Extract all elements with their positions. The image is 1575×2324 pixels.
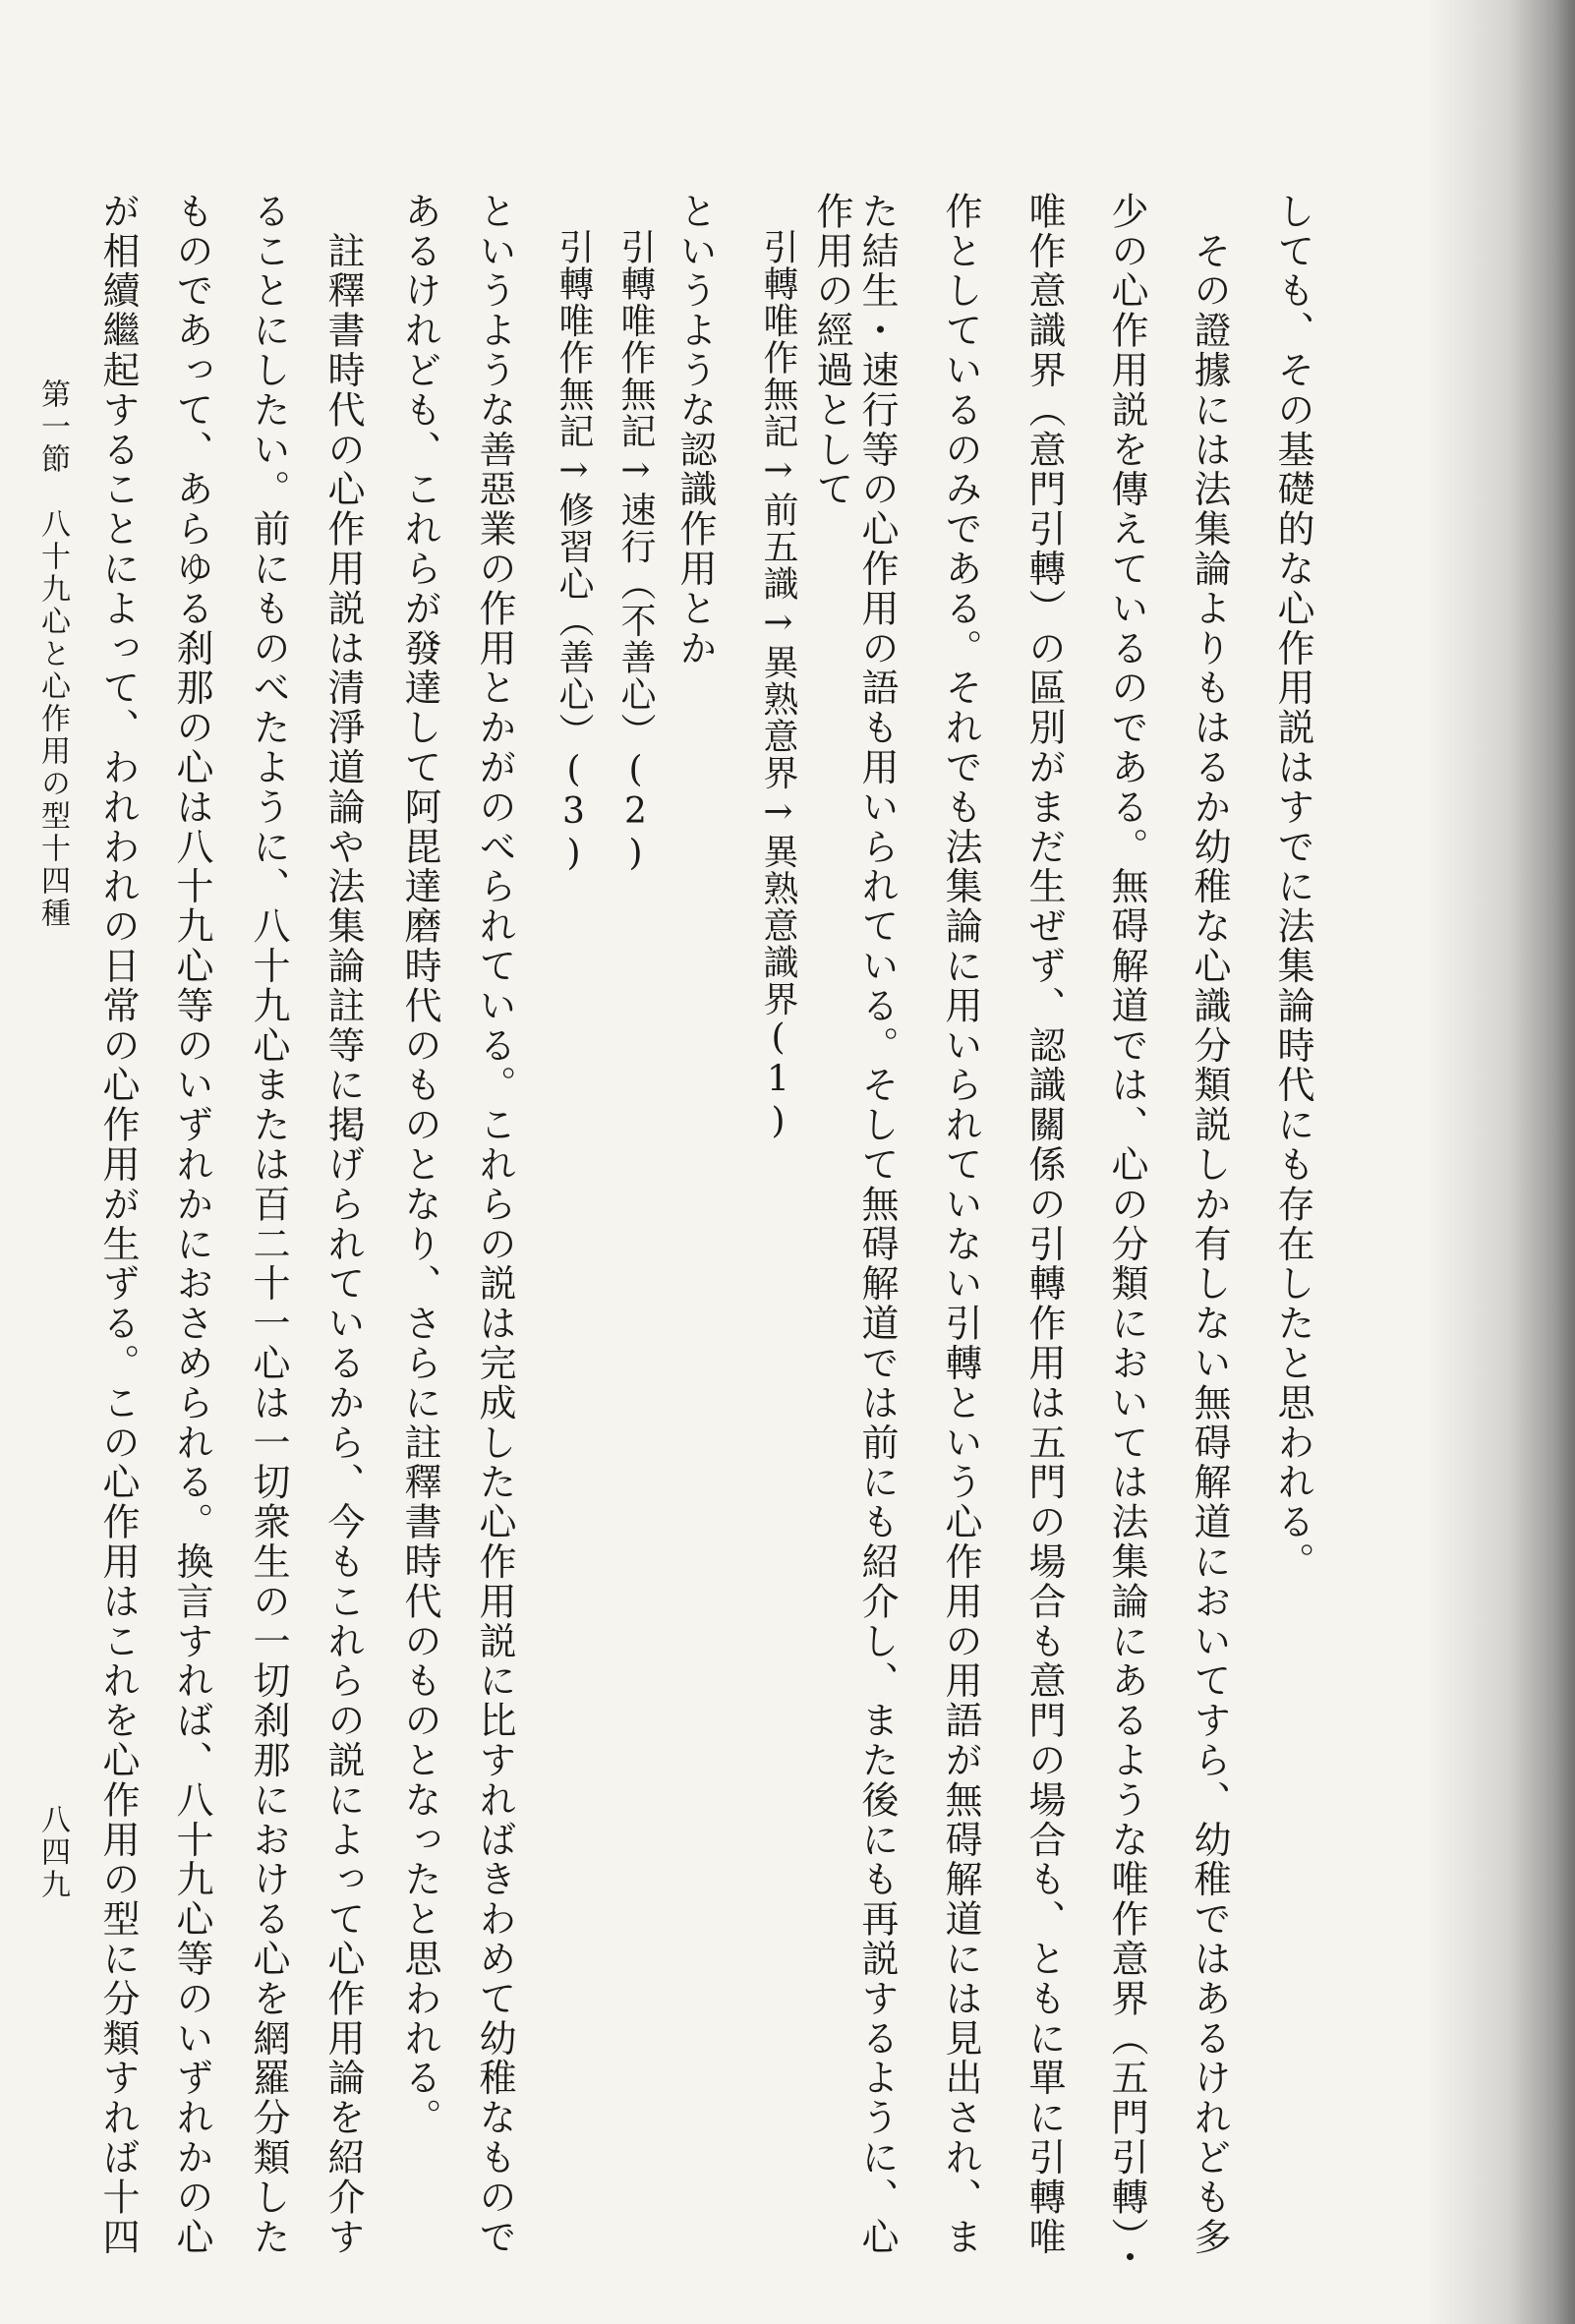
example-line-3: 引轉唯作無記→修習心（善心）(3) [554, 192, 594, 875]
text-column-17: が相續繼起することによって、われわれの日常の心作用が生ずる。この心作用はこれを心作用の型に分類すれば十四 [96, 192, 140, 2257]
text-column-13: あるけれども、これらが發達して阿毘達磨時代のものとなり、さらに註釋書時代のものとなったと思われる。 [398, 192, 441, 2138]
text-column-12: というような善惡業の作用とかがのべられている。これらの説は完成した心作用説に比すればきわめて幼稚なもので [473, 192, 516, 2257]
text-column-15: ることにしたい。前にものべたように、八十九心または百二十一心は一切衆生の一切刹那における心を網羅分類した [247, 192, 290, 2257]
text-column-9: というような認識作用とか [673, 192, 717, 668]
binding-shadow [1428, 0, 1575, 2324]
text-column-14: 註釋書時代の心作用説は清淨道論や法集論註等に掲げられているから、今もこれらの説によって心作用論を紹介す [321, 192, 365, 2257]
running-footer: 第一節 八十九心と心作用の型十四種 [35, 378, 70, 930]
text-column-3: 少の心作用説を傳えているのである。無碍解道では、心の分類においては法集論にあるような唯作意界（五門引轉）・ [1105, 192, 1148, 2279]
example-line-1: 引轉唯作無記→前五識→異熟意界→異熟意識界(1) [758, 192, 798, 1143]
text-column-16: ものであって、あらゆる刹那の心は八十九心等のいずれかにおさめられる。換言すれば、八十九心等のいずれかの心 [170, 192, 213, 2257]
text-column-6: た結生・速行等の心作用の語も用いられている。そして無碍解道では前にも紹介し、また後にも再説するように、心 [855, 192, 899, 2257]
page-number: 八四九 [35, 1804, 70, 1901]
text-column-7: 作用の經過として [810, 192, 853, 510]
text-column-1: しても、その基礎的な心作用説はすでに法集論時代にも存在したと思われる。 [1271, 192, 1314, 1582]
text-column-2: その證據には法集論よりもはるか幼稚な心識分類説しか有しない無碍解道においてすら、幼稚ではあるけれども多 [1188, 192, 1231, 2257]
text-column-4: 唯作意識界（意門引轉）の區別がまだ生ぜず、認識關係の引轉作用は五門の場合も意門の場合も、ともに單に引轉唯 [1022, 192, 1066, 2257]
example-line-2: 引轉唯作無記→速行（不善心）(2) [615, 192, 656, 875]
text-column-5: 作としているのみである。それでも法集論に用いられていない引轉という心作用の用語が無碍解道には見出され、ま [939, 192, 982, 2257]
